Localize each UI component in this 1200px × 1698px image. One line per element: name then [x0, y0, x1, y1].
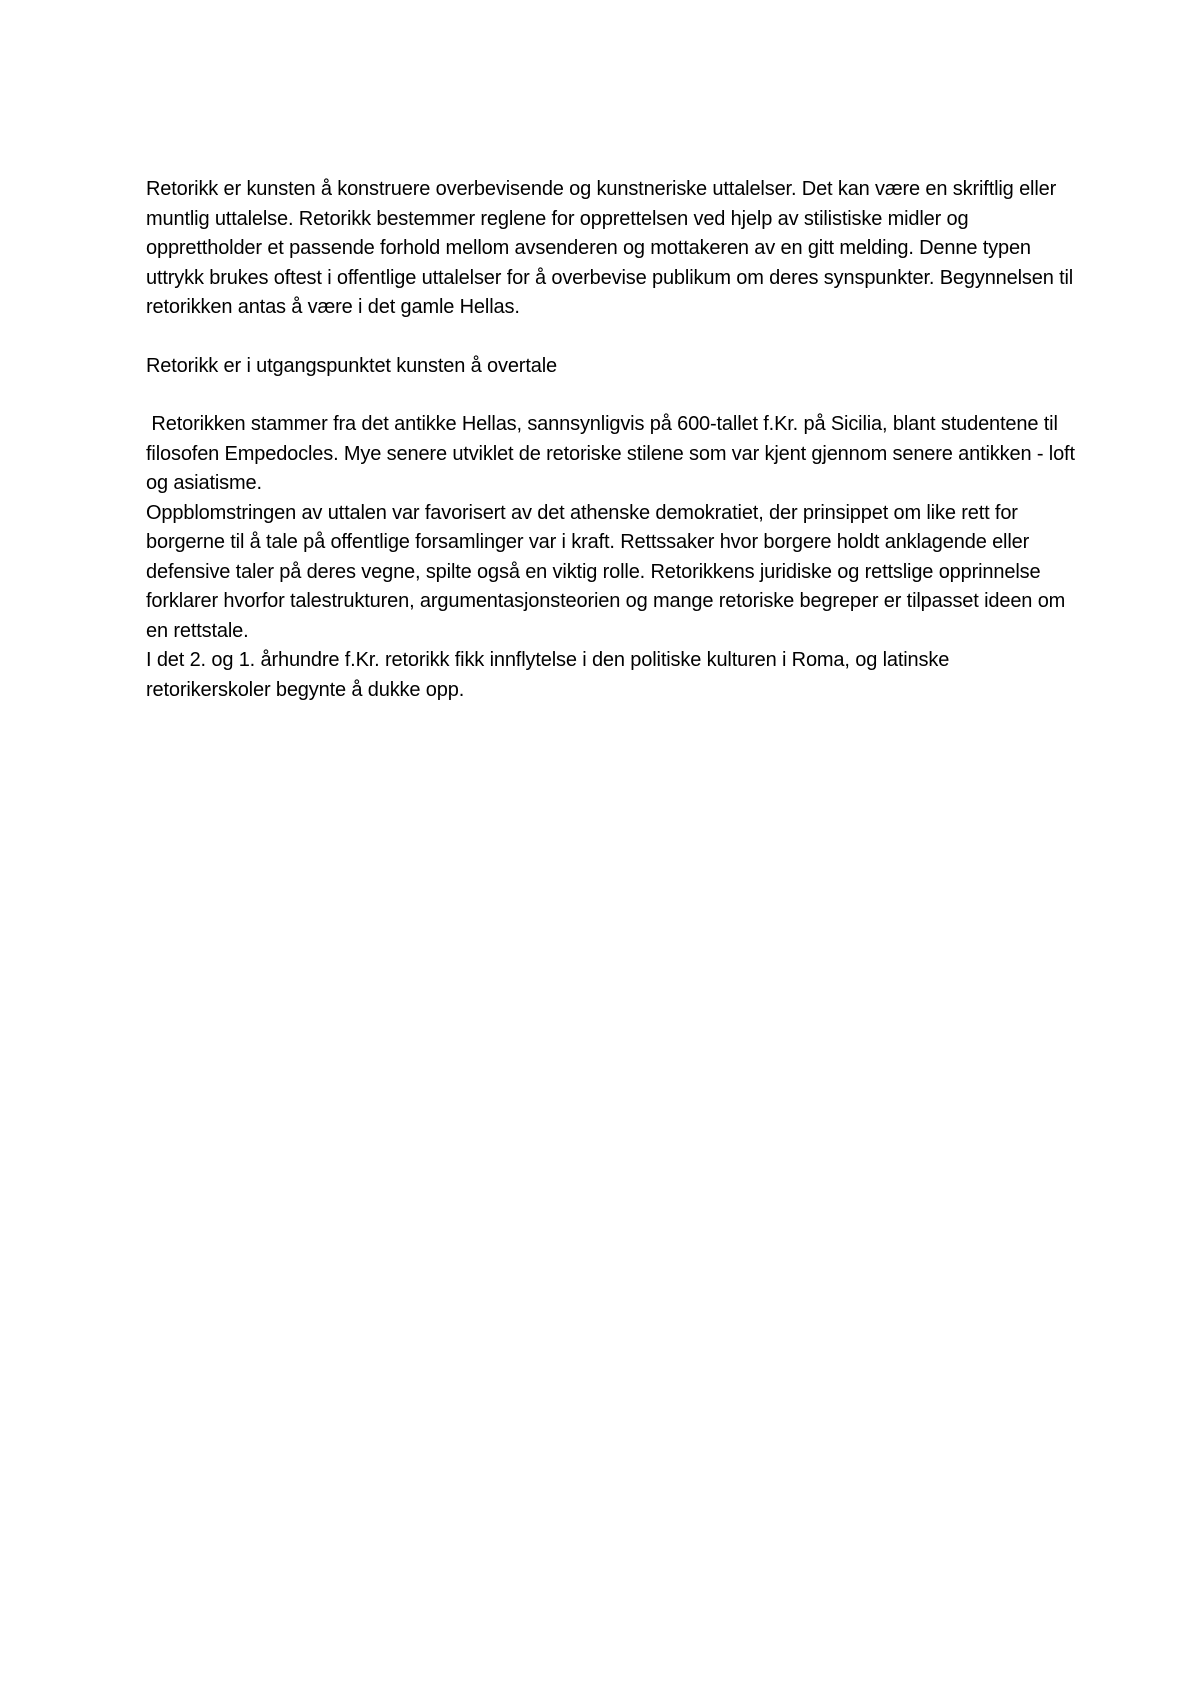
paragraph-origin: Retorikken stammer fra det antikke Hellas, sannsynligvis på 600-tallet f.Kr. på Sicilia, blant studentene til filosofen Empedocles. Mye senere utviklet de retoriske stilene som var kjent gjennom senere antikken - loft og asiatisme. — [146, 413, 1081, 494]
paragraph-subheading: Retorikk er i utgangspunktet kunsten å overtale — [146, 354, 557, 377]
paragraph-intro: Retorikk er kunsten å konstruere overbevisende og kunstneriske uttalelser. Det kan være en skriftlig eller muntlig uttalelse. Retorikk bestemmer reglene for opprettelsen ved hjelp av stilistiske midler og opprettholder et passende forhold mellom avsenderen og mottakeren av en gitt melding. Denne typen uttrykk brukes oftest i offentlige uttalelser for å overbevise publikum om deres synspunkter. Begynnelsen til retorikken antas å være i det gamle Hellas. — [146, 178, 1074, 318]
paragraph-democracy: Oppblomstringen av uttalen var favorisert av det athenske demokratiet, der prinsippet om like rett for borgerne til å tale på offentlige forsamlinger var i kraft. Rettssaker hvor borgere holdt anklagende eller defensive taler på deres vegne, spilte også en viktig rolle. Retorikkens juridiske og rettslige opprinnelse forklarer hvorfor talestrukturen, argumentasjonsteorien og mange retoriske begreper er tilpasset ideen om en rettstale. — [146, 501, 1066, 642]
paragraph-rome: I det 2. og 1. århundre f.Kr. retorikk fikk innflytelse i den politiske kulturen i Roma, og latinske retorikerskoler begynte å dukke opp. — [146, 649, 950, 701]
document-body — [146, 175, 1081, 705]
paragraph-spacer — [146, 381, 1076, 410]
paragraph-spacer — [146, 323, 1076, 352]
